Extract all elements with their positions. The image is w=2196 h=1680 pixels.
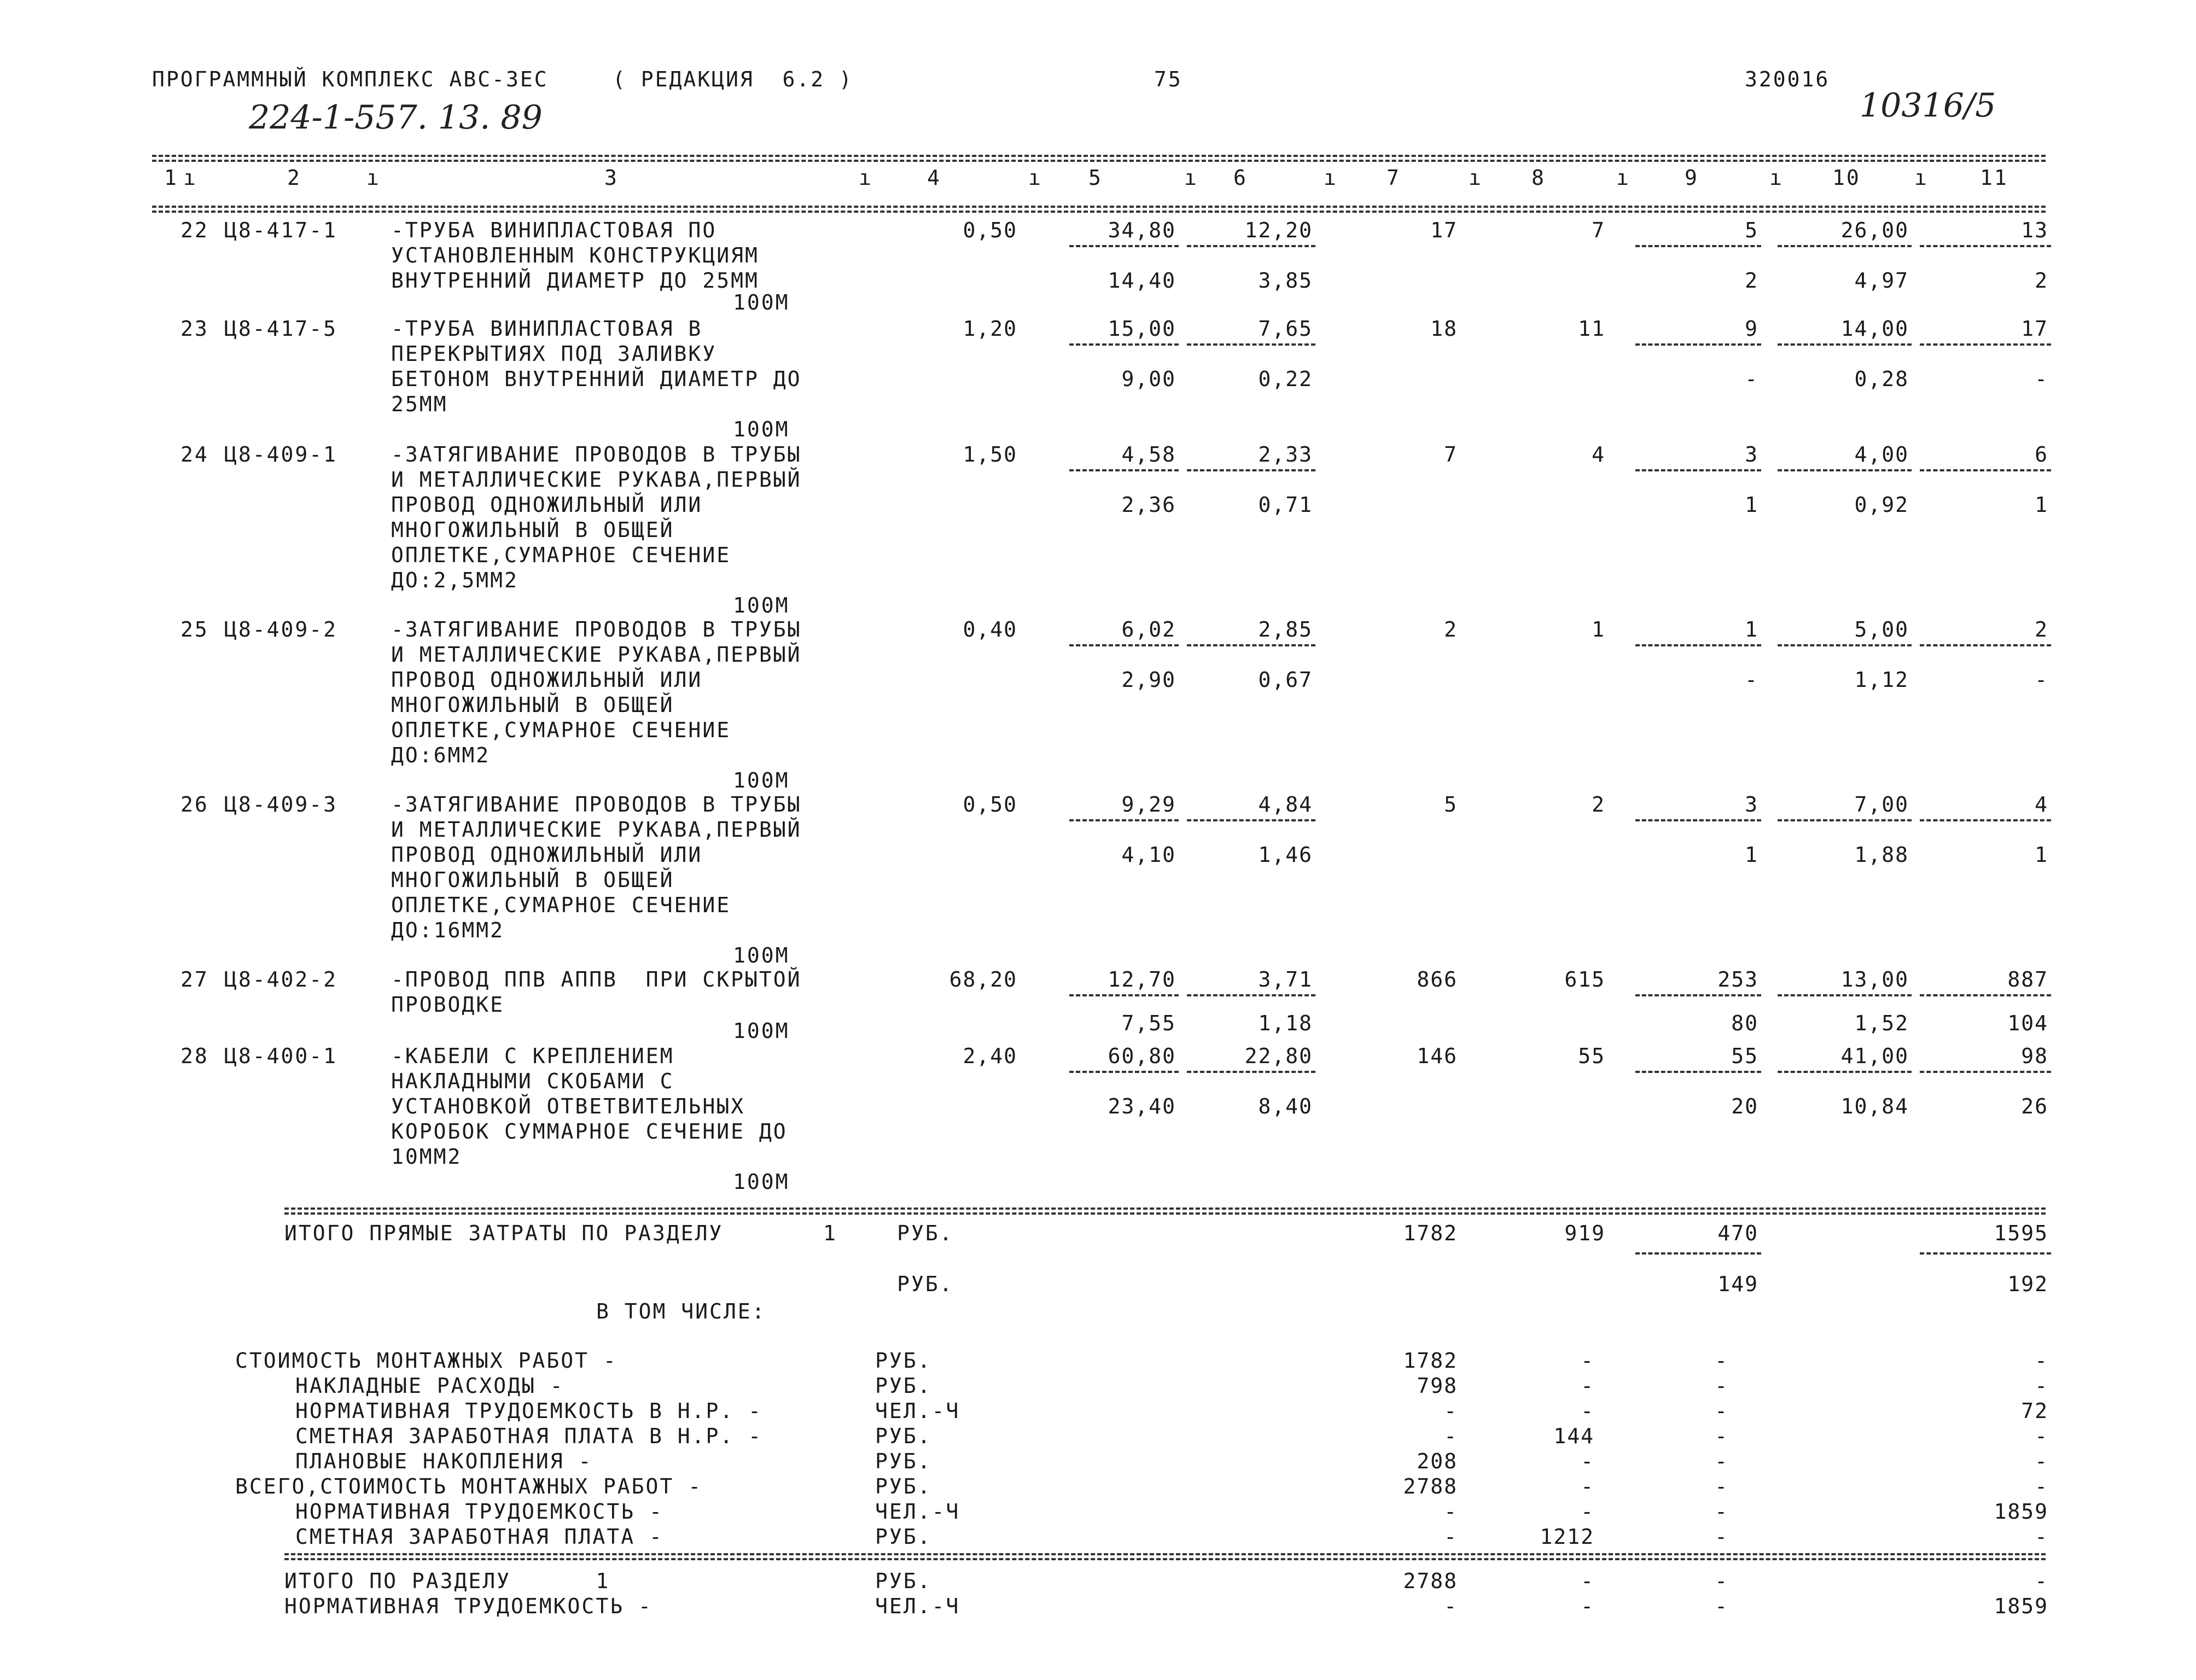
summary-col9: - — [1715, 1449, 1728, 1473]
cell-rule — [1778, 994, 1912, 996]
column-separator: ı — [1184, 166, 1198, 190]
rule-final-top — [284, 1553, 2046, 1555]
summary-col11: - — [2035, 1449, 2048, 1473]
summary-col9: - — [1715, 1349, 1728, 1373]
cell-col7: 5 — [1444, 792, 1458, 816]
cell-col10-total: 26,00 — [1840, 218, 1909, 242]
totals-col9: 470 — [1717, 1221, 1758, 1245]
summary-label: НАКЛАДНЫЕ РАСХОДЫ - — [295, 1374, 564, 1398]
column-separator: ı — [1914, 166, 1929, 190]
row-description-line: И МЕТАЛЛИЧЕСКИЕ РУКАВА,ПЕРВЫЙ — [391, 468, 802, 492]
cell-col10-total: 5,00 — [1854, 617, 1909, 641]
cell-rule — [1187, 469, 1315, 471]
summary-col7: 798 — [1417, 1374, 1458, 1398]
cell-col8: 2 — [1592, 792, 1605, 816]
cell-col9-wage: - — [1745, 668, 1758, 692]
cell-rule — [1778, 245, 1912, 247]
cell-rule — [1635, 819, 1761, 821]
cell-col6-wage: 0,71 — [1258, 493, 1313, 517]
summary-unit: РУБ. — [875, 1424, 932, 1448]
edition-label: ( РЕДАКЦИЯ 6.2 ) — [613, 67, 853, 91]
rule-totals-top — [284, 1208, 2046, 1210]
cell-col10-total: 14,00 — [1840, 317, 1909, 341]
cell-col11-wage: 1 — [2035, 843, 2048, 867]
cell-col5-total: 4,58 — [1121, 442, 1176, 466]
row-code: Ц8-417-1 — [224, 218, 338, 242]
summary-unit: ЧЕЛ.-Ч — [875, 1399, 960, 1423]
final-col8: - — [1581, 1594, 1594, 1618]
cell-col7: 7 — [1444, 442, 1458, 466]
cell-col4: 0,40 — [963, 617, 1017, 641]
row-description-line: ПРОВОД ОДНОЖИЛЬНЫЙ ИЛИ — [391, 493, 703, 517]
totals-col9-wage: 149 — [1717, 1272, 1758, 1296]
cell-rule — [1778, 644, 1912, 646]
row-code: Ц8-417-5 — [224, 317, 338, 341]
cell-rule — [1635, 469, 1761, 471]
row-description-line: МНОГОЖИЛЬНЫЙ В ОБЩЕЙ — [391, 518, 674, 542]
cell-col7: 146 — [1417, 1044, 1458, 1068]
cell-col4: 1,20 — [963, 317, 1017, 341]
cell-col5-wage: 4,10 — [1121, 843, 1176, 867]
cell-col5-total: 34,80 — [1108, 218, 1176, 242]
cell-rule — [1920, 1071, 2051, 1073]
summary-col8: - — [1581, 1500, 1594, 1524]
summary-col11: - — [2035, 1424, 2048, 1448]
cell-col7: 18 — [1430, 317, 1458, 341]
cell-rule — [1069, 994, 1179, 996]
column-number-10: 10 — [1832, 166, 1861, 190]
cell-col9-total: 253 — [1717, 967, 1758, 991]
row-description-line: -КАБЕЛИ С КРЕПЛЕНИЕМ — [391, 1044, 674, 1068]
summary-col9: - — [1715, 1474, 1728, 1498]
summary-col11: 1859 — [1994, 1500, 2048, 1524]
row-description-line: ПРОВОД ОДНОЖИЛЬНЫЙ ИЛИ — [391, 668, 703, 692]
cell-col6-total: 12,20 — [1244, 218, 1313, 242]
rule-totals-top-2 — [284, 1212, 2046, 1215]
row-description-line: НАКЛАДНЫМИ СКОБАМИ С — [391, 1069, 674, 1093]
rule-top-2 — [152, 160, 2046, 162]
cell-col7: 17 — [1430, 218, 1458, 242]
summary-col8: 144 — [1553, 1424, 1594, 1448]
row-description-line: ПРОВОД ОДНОЖИЛЬНЫЙ ИЛИ — [391, 843, 703, 867]
summary-col11: - — [2035, 1374, 2048, 1398]
cell-col5-wage: 2,36 — [1121, 493, 1176, 517]
cell-col11-wage: 2 — [2035, 269, 2048, 293]
summary-label: НОРМАТИВНАЯ ТРУДОЕМКОСТЬ В Н.Р. - — [295, 1399, 762, 1423]
final-col9: - — [1715, 1594, 1728, 1618]
cell-rule — [1778, 469, 1912, 471]
summary-col8: 1212 — [1540, 1525, 1594, 1549]
summary-col7: - — [1444, 1424, 1458, 1448]
column-separator: ı — [1324, 166, 1338, 190]
cell-col4: 0,50 — [963, 792, 1017, 816]
cell-col10-total: 7,00 — [1854, 792, 1909, 816]
cell-rule — [1920, 1252, 2051, 1255]
cell-rule — [1920, 469, 2051, 471]
row-description-line: -ТРУБА ВИНИПЛАСТОВАЯ В — [391, 317, 703, 341]
cell-col9-total: 5 — [1745, 218, 1758, 242]
cell-col9-total: 9 — [1745, 317, 1758, 341]
cell-col6-wage: 1,46 — [1258, 843, 1313, 867]
cell-rule — [1635, 245, 1761, 247]
rule-top — [152, 155, 2046, 157]
summary-col9: - — [1715, 1500, 1728, 1524]
row-number: 28 — [180, 1044, 209, 1068]
row-description-line: -ЗАТЯГИВАНИЕ ПРОВОДОВ В ТРУБЫ — [391, 792, 802, 816]
cell-col6-wage: 0,67 — [1258, 668, 1313, 692]
row-description-line: 25ММ — [391, 392, 448, 416]
summary-label: ПЛАНОВЫЕ НАКОПЛЕНИЯ - — [295, 1449, 593, 1473]
cell-col9-wage: 80 — [1731, 1011, 1758, 1035]
cell-col5-wage: 2,90 — [1121, 668, 1176, 692]
cell-rule — [1069, 469, 1179, 471]
summary-unit: РУБ. — [875, 1474, 932, 1498]
cell-rule — [1920, 994, 2051, 996]
cell-col4: 0,50 — [963, 218, 1017, 242]
row-description-line: -ПРОВОД ППВ АППВ ПРИ СКРЫТОЙ — [391, 967, 802, 991]
cell-rule — [1187, 343, 1315, 346]
cell-col5-wage: 14,40 — [1108, 269, 1176, 293]
row-code: Ц8-400-1 — [224, 1044, 338, 1068]
column-separator: ı — [1469, 166, 1483, 190]
row-number: 27 — [180, 967, 209, 991]
summary-unit: РУБ. — [875, 1525, 932, 1549]
row-description-line: КОРОБОК СУММАРНОЕ СЕЧЕНИЕ ДО — [391, 1119, 788, 1144]
cell-col11-wage: - — [2035, 668, 2048, 692]
row-unit: 100М — [733, 593, 790, 617]
page-number: 75 — [1154, 67, 1183, 91]
cell-col10-wage: 0,28 — [1854, 367, 1909, 391]
cell-col9-total: 55 — [1731, 1044, 1758, 1068]
totals-col7: 1782 — [1403, 1221, 1458, 1245]
row-number: 25 — [180, 617, 209, 641]
cell-col10-wage: 1,88 — [1854, 843, 1909, 867]
summary-col7: 2788 — [1403, 1474, 1458, 1498]
row-description-line: ОПЛЕТКЕ,СУМАРНОЕ СЕЧЕНИЕ — [391, 543, 731, 567]
column-number-9: 9 — [1685, 166, 1699, 190]
column-separator: ı — [1028, 166, 1042, 190]
cell-col9-total: 3 — [1745, 442, 1758, 466]
summary-unit: РУБ. — [875, 1374, 932, 1398]
cell-col10-total: 13,00 — [1840, 967, 1909, 991]
summary-label: СМЕТНАЯ ЗАРАБОТНАЯ ПЛАТА В Н.Р. - — [295, 1424, 762, 1448]
column-number-1: 1 — [164, 166, 178, 190]
cell-col10-wage: 10,84 — [1840, 1094, 1909, 1118]
cell-col9-total: 1 — [1745, 617, 1758, 641]
cell-col9-wage: 2 — [1745, 269, 1758, 293]
row-description-line: -ЗАТЯГИВАНИЕ ПРОВОДОВ В ТРУБЫ — [391, 617, 802, 641]
cell-col6-total: 22,80 — [1244, 1044, 1313, 1068]
totals-section: 1 — [823, 1221, 837, 1245]
cell-col6-wage: 0,22 — [1258, 367, 1313, 391]
summary-col11: 72 — [2021, 1399, 2048, 1423]
row-description-line: МНОГОЖИЛЬНЫЙ В ОБЩЕЙ — [391, 693, 674, 717]
cell-rule — [1778, 819, 1912, 821]
column-number-11: 11 — [1980, 166, 2008, 190]
row-unit: 100М — [733, 768, 790, 792]
summary-col8: - — [1581, 1374, 1594, 1398]
cell-col11-total: 4 — [2035, 792, 2048, 816]
final-col8: - — [1581, 1569, 1594, 1593]
row-description-line: И МЕТАЛЛИЧЕСКИЕ РУКАВА,ПЕРВЫЙ — [391, 643, 802, 667]
cell-rule — [1187, 644, 1315, 646]
row-code: Ц8-402-2 — [224, 967, 338, 991]
row-description-line: МНОГОЖИЛЬНЫЙ В ОБЩЕЙ — [391, 868, 674, 892]
summary-col7: - — [1444, 1399, 1458, 1423]
summary-col9: - — [1715, 1525, 1728, 1549]
cell-col10-total: 41,00 — [1840, 1044, 1909, 1068]
cell-col11-total: 13 — [2021, 218, 2048, 242]
column-number-6: 6 — [1233, 166, 1248, 190]
column-separator: ı — [859, 166, 873, 190]
row-description-line: УСТАНОВЛЕННЫМ КОНСТРУКЦИЯМ — [391, 243, 759, 267]
row-description-line: ДО:16ММ2 — [391, 918, 505, 942]
final-col11: - — [2035, 1569, 2048, 1593]
summary-label: СМЕТНАЯ ЗАРАБОТНАЯ ПЛАТА - — [295, 1525, 663, 1549]
column-separator: ı — [1769, 166, 1784, 190]
cell-rule — [1187, 994, 1315, 996]
cell-rule — [1635, 1071, 1761, 1073]
cell-col5-wage: 7,55 — [1121, 1011, 1176, 1035]
cell-col11-total: 17 — [2021, 317, 2048, 341]
cell-rule — [1187, 245, 1315, 247]
totals-unit-wage: РУБ. — [897, 1272, 954, 1296]
cell-col7: 2 — [1444, 617, 1458, 641]
row-number: 26 — [180, 792, 209, 816]
summary-col11: - — [2035, 1525, 2048, 1549]
row-description-line: -ТРУБА ВИНИПЛАСТОВАЯ ПО — [391, 218, 717, 242]
cell-col6-wage: 1,18 — [1258, 1011, 1313, 1035]
rule-header-bottom-2 — [152, 211, 2046, 213]
cell-col8: 7 — [1592, 218, 1605, 242]
row-unit: 100М — [733, 290, 790, 314]
final-col11: 1859 — [1994, 1594, 2048, 1618]
cell-rule — [1920, 245, 2051, 247]
rule-header-bottom — [152, 206, 2046, 208]
row-number: 22 — [180, 218, 209, 242]
cell-col5-wage: 23,40 — [1108, 1094, 1176, 1118]
row-description-line: -ЗАТЯГИВАНИЕ ПРОВОДОВ В ТРУБЫ — [391, 442, 802, 466]
totals-col8: 919 — [1564, 1221, 1605, 1245]
summary-unit: РУБ. — [875, 1449, 932, 1473]
summary-label: НОРМАТИВНАЯ ТРУДОЕМКОСТЬ - — [295, 1500, 663, 1524]
cell-col5-total: 6,02 — [1121, 617, 1176, 641]
summary-col7: - — [1444, 1525, 1458, 1549]
cell-col7: 866 — [1417, 967, 1458, 991]
cell-col11-wage: - — [2035, 367, 2048, 391]
cell-rule — [1069, 819, 1179, 821]
row-code: Ц8-409-3 — [224, 792, 338, 816]
cell-col4: 1,50 — [963, 442, 1017, 466]
final-col7: - — [1444, 1594, 1458, 1618]
cell-rule — [1069, 245, 1179, 247]
final-col9: - — [1715, 1569, 1728, 1593]
column-number-5: 5 — [1088, 166, 1103, 190]
cell-col8: 11 — [1578, 317, 1605, 341]
summary-col11: - — [2035, 1349, 2048, 1373]
cell-col8: 1 — [1592, 617, 1605, 641]
cell-col11-wage: 1 — [2035, 493, 2048, 517]
summary-col7: - — [1444, 1500, 1458, 1524]
cell-col6-wage: 3,85 — [1258, 269, 1313, 293]
handwritten-code-left: 224-1-557. 13. 89 — [249, 98, 543, 137]
column-number-3: 3 — [604, 166, 619, 190]
column-number-4: 4 — [927, 166, 941, 190]
including-label: В ТОМ ЧИСЛЕ: — [596, 1299, 766, 1323]
cell-rule — [1635, 994, 1761, 996]
row-description-line: ПРОВОДКЕ — [391, 993, 505, 1017]
row-description-line: 10ММ2 — [391, 1145, 462, 1169]
summary-col8: - — [1581, 1349, 1594, 1373]
cell-col4: 2,40 — [963, 1044, 1017, 1068]
cell-col11-total: 98 — [2021, 1044, 2048, 1068]
cell-rule — [1635, 1252, 1761, 1255]
summary-col8: - — [1581, 1449, 1594, 1473]
cell-rule — [1920, 644, 2051, 646]
cell-col9-wage: 1 — [1745, 843, 1758, 867]
cell-rule — [1187, 1071, 1315, 1073]
row-code: Ц8-409-2 — [224, 617, 338, 641]
summary-label: СТОИМОСТЬ МОНТАЖНЫХ РАБОТ - — [235, 1349, 618, 1373]
summary-col9: - — [1715, 1399, 1728, 1423]
final-unit: РУБ. — [875, 1569, 932, 1593]
cell-col5-wage: 9,00 — [1121, 367, 1176, 391]
cell-col11-total: 6 — [2035, 442, 2048, 466]
summary-label: ВСЕГО,СТОИМОСТЬ МОНТАЖНЫХ РАБОТ - — [235, 1474, 702, 1498]
final-unit: ЧЕЛ.-Ч — [875, 1594, 960, 1618]
row-number: 24 — [180, 442, 209, 466]
document-code: 320016 — [1745, 67, 1830, 91]
column-number-7: 7 — [1387, 166, 1401, 190]
cell-rule — [1920, 819, 2051, 821]
cell-col5-total: 9,29 — [1121, 792, 1176, 816]
final-label: ИТОГО ПО РАЗДЕЛУ 1 — [284, 1569, 610, 1593]
cell-rule — [1778, 343, 1912, 346]
summary-col8: - — [1581, 1399, 1594, 1423]
cell-rule — [1920, 343, 2051, 346]
cell-rule — [1187, 819, 1315, 821]
row-description-line: ВНУТРЕННИЙ ДИАМЕТР ДО 25ММ — [391, 269, 759, 293]
rule-final-top-2 — [284, 1558, 2046, 1560]
handwritten-code-right: 10316/5 — [1860, 86, 1996, 125]
totals-col11: 1595 — [1994, 1221, 2048, 1245]
row-number: 23 — [180, 317, 209, 341]
summary-col8: - — [1581, 1474, 1594, 1498]
summary-col9: - — [1715, 1374, 1728, 1398]
row-description-line: БЕТОНОМ ВНУТРЕННИЙ ДИАМЕТР ДО — [391, 367, 802, 391]
column-separator: ı — [1616, 166, 1630, 190]
summary-col9: - — [1715, 1424, 1728, 1448]
cell-col10-wage: 1,52 — [1854, 1011, 1909, 1035]
cell-col8: 55 — [1578, 1044, 1605, 1068]
summary-col7: 208 — [1417, 1449, 1458, 1473]
final-col7: 2788 — [1403, 1569, 1458, 1593]
row-unit: 100М — [733, 1170, 790, 1194]
cell-col8: 4 — [1592, 442, 1605, 466]
cell-col9-wage: - — [1745, 367, 1758, 391]
column-number-2: 2 — [287, 166, 301, 190]
totals-label: ИТОГО ПРЯМЫЕ ЗАТРАТЫ ПО РАЗДЕЛУ — [284, 1221, 724, 1245]
cell-col5-total: 60,80 — [1108, 1044, 1176, 1068]
cell-col4: 68,20 — [949, 967, 1017, 991]
cell-col5-total: 15,00 — [1108, 317, 1176, 341]
cell-col10-wage: 0,92 — [1854, 493, 1909, 517]
cell-col6-total: 2,33 — [1258, 442, 1313, 466]
program-title: ПРОГРАММНЫЙ КОМПЛЕКС АВС-3ЕС — [152, 67, 549, 91]
row-description-line: ПЕРЕКРЫТИЯХ ПОД ЗАЛИВКУ — [391, 342, 717, 366]
cell-col10-wage: 4,97 — [1854, 269, 1909, 293]
cell-col6-total: 3,71 — [1258, 967, 1313, 991]
cell-rule — [1635, 644, 1761, 646]
cell-col11-wage: 26 — [2021, 1094, 2048, 1118]
cell-col5-total: 12,70 — [1108, 967, 1176, 991]
cell-rule — [1778, 1071, 1912, 1073]
summary-unit: ЧЕЛ.-Ч — [875, 1500, 960, 1524]
cell-rule — [1069, 1071, 1179, 1073]
row-unit: 100М — [733, 1019, 790, 1043]
cell-col6-total: 4,84 — [1258, 792, 1313, 816]
cell-col10-wage: 1,12 — [1854, 668, 1909, 692]
cell-col10-total: 4,00 — [1854, 442, 1909, 466]
row-code: Ц8-409-1 — [224, 442, 338, 466]
column-separator: ı — [183, 166, 197, 190]
cell-col9-wage: 20 — [1731, 1094, 1758, 1118]
cell-col11-wage: 104 — [2007, 1011, 2048, 1035]
cell-col9-total: 3 — [1745, 792, 1758, 816]
cell-col6-total: 2,85 — [1258, 617, 1313, 641]
cell-rule — [1069, 343, 1179, 346]
row-unit: 100М — [733, 417, 790, 441]
summary-unit: РУБ. — [875, 1349, 932, 1373]
summary-col7: 1782 — [1403, 1349, 1458, 1373]
column-number-8: 8 — [1531, 166, 1546, 190]
cell-rule — [1069, 644, 1179, 646]
cell-col11-total: 2 — [2035, 617, 2048, 641]
row-description-line: ОПЛЕТКЕ,СУМАРНОЕ СЕЧЕНИЕ — [391, 718, 731, 742]
cell-col6-total: 7,65 — [1258, 317, 1313, 341]
cell-col11-total: 887 — [2007, 967, 2048, 991]
summary-col11: - — [2035, 1474, 2048, 1498]
totals-unit: РУБ. — [897, 1221, 954, 1245]
cell-col8: 615 — [1564, 967, 1605, 991]
row-description-line: И МЕТАЛЛИЧЕСКИЕ РУКАВА,ПЕРВЫЙ — [391, 818, 802, 842]
row-description-line: ДО:6ММ2 — [391, 743, 491, 767]
cell-col9-wage: 1 — [1745, 493, 1758, 517]
cell-rule — [1635, 343, 1761, 346]
final-label: НОРМАТИВНАЯ ТРУДОЕМКОСТЬ - — [284, 1594, 653, 1618]
row-unit: 100М — [733, 943, 790, 967]
totals-col11-wage: 192 — [2007, 1272, 2048, 1296]
cell-col6-wage: 8,40 — [1258, 1094, 1313, 1118]
row-description-line: ОПЛЕТКЕ,СУМАРНОЕ СЕЧЕНИЕ — [391, 893, 731, 917]
row-description-line: ДО:2,5ММ2 — [391, 568, 519, 592]
column-separator: ı — [366, 166, 381, 190]
row-description-line: УСТАНОВКОЙ ОТВЕТВИТЕЛЬНЫХ — [391, 1094, 745, 1118]
